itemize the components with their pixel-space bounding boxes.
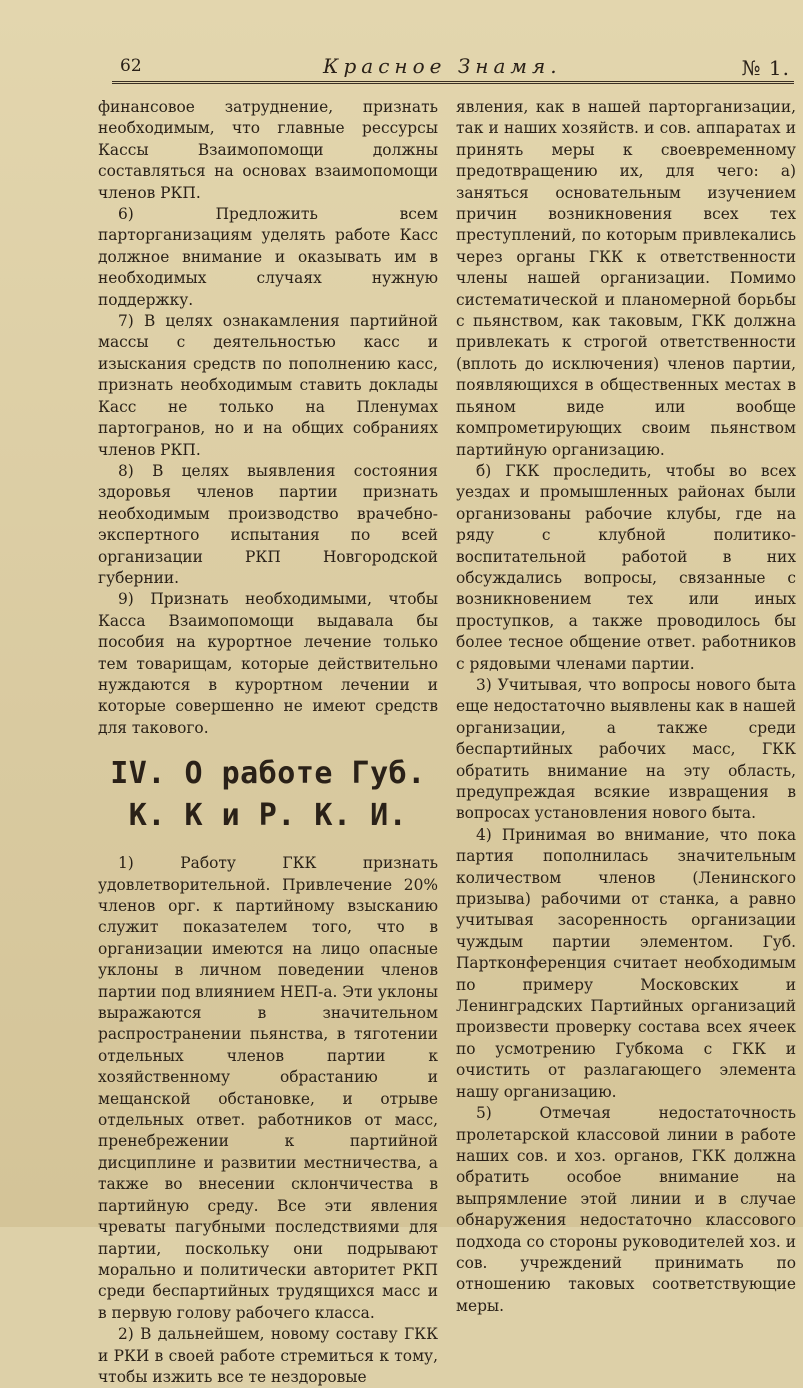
paragraph-9: 9) Признать необходимыми, чтобы Касса Взаимопомощи выдавала бы пособия на курортное лечение только тем товарищам, которые действительно нуждаются в курортном лечении и которые совершенно не имеют средств для такового. [98,590,438,737]
page-number: 62 [120,56,142,76]
right-column [456,97,796,1317]
paragraph-8: 8) В целях выявления состояния здоровья членов партии признать необходимым производство врачебно-экспертного испытания по всей организации РКП Новгородской губернии. [98,461,438,587]
paragraph-continued: финансовое затруднение, признать необходимым, что главные рессурсы Кассы Взаимопомощи должны составляться на основах взаимопомощи членов РКП. [98,98,438,202]
header-rule [112,81,794,84]
journal-title: Красное Знамя. [323,54,562,78]
section-paragraph-3: 3) Учитывая, что вопросы нового быта еще недостаточно выявлены как в нашей организации, а также среди беспартийных рабочих масс, ГКК обратить внимание на эту область, предупреждая всякие извращения в вопросах установления нового быта. [456,675,796,823]
issue-number: № 1. [741,56,790,80]
left-column [98,97,438,1388]
section-paragraph-1: 1) Работу ГКК признать удовлетворительной. Привлечение 20% членов орг. к партийному взысканию служит показателем того, что в организации имеются на лицо опасные уклоны в личном поведении членов партии под влиянием НЕП-а. Эти уклоны выражаются в значительном распространении пьянства, в тяготении отдельных членов партии к хозяйственному обрастанию и мещанской обстановке, и отрыве отдельных ответ. работников от масс, пренебрежении к партийной дисциплине и развитии местничества, а также во внесении склончичества в партийную среду. Все эти явления чреваты пагубными последствиями для партии, поскольку они подрывают морально и политически авторитет РКП среди беспартийных трудящихся масс и в первую голову рабочего класса. [98,854,438,1322]
section-paragraph-4: 4) Принимая во внимание, что пока партия пополнилась значительным количеством членов (Ленинского призыва) рабочими от станка, а равно учитывая засоренность организации чуждым партии элементом. Губ. Партконференция считает необходимым по примеру Московских и Ленинградских Партийных организаций произвести проверку состава всех ячеек по усмотрению Губкома с ГКК и очистить от разлагающего элемента нашу организацию. [456,825,796,1101]
section-heading: IV. О работе Губ. К. К и Р. К. И. [110,756,426,834]
section-paragraph-2-continued: явления, как в нашей парторганизации, так и наших хозяйств. и сов. аппаратах и принять меры к своевременному предотвращению их, для чего: а) заняться основательным изучением причин возникновения всех тех преступлений, по которым привлекались через органы ГКК к ответственности члены нашей организации. Помимо систематической и планомерной борьбы с пьянством, как таковым, ГКК должна привлекать к строгой ответственности (вплоть до исключения) членов партии, появляющихся в общественных местах в пьяном виде или вообще компрометирующих своим пьянством партийную организацию. [456,98,796,459]
section-paragraph-2: 2) В дальнейшем, новому составу ГКК и РКИ в своей работе стремиться к тому, чтобы изжить все те нездоровые [98,1325,438,1386]
paragraph-6: 6) Предложить всем парторганизациям уделять работе Касс должное внимание и оказывать им в необходимых случаях нужную поддержку. [98,205,438,309]
paragraph-7: 7) В целях ознакамления партийной массы с деятельностью касс и изыскания средств по пополнению касс, признать необходимым ставить доклады Касс не только на Пленумах партогранов, но и на общих собраниях членов РКП. [98,312,438,459]
section-paragraph-2b: б) ГКК проследить, чтобы во всех уездах и промышленных районах были организованы рабочие клубы, где на ряду с клубной политико-воспитательной работой в них обсуждались вопросы, связанные с возникновением тех или иных проступков, а также проводилось бы более тесное общение ответ. работников с рядовыми членами партии. [456,461,796,673]
section-paragraph-5: 5) Отмечая недостаточность пролетарской классовой линии в работе наших сов. и хоз. органов, ГКК должна обратить особое внимание на выпрямление этой линии и в случае обнаружения недостаточно классового подхода со стороны руководителей хоз. и сов. учреждений принимать по отношению таковых соответствующие меры. [456,1104,796,1315]
